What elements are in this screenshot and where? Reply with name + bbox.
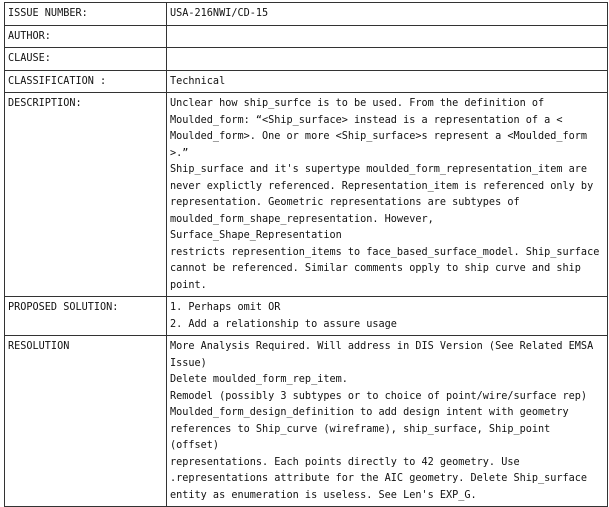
proposed-solution-label: PROPOSED SOLUTION: <box>5 297 167 336</box>
proposed-solution-line: 2. Add a relationship to assure usage <box>170 318 397 330</box>
resolution-line: Moulded_form_design_definition to add design intent with geometry <box>170 407 569 418</box>
author-value <box>167 25 608 48</box>
clause-label: CLAUSE: <box>5 48 167 71</box>
proposed-solution-line: 1. Perhaps omit OR <box>170 302 281 313</box>
resolution-line: Issue) <box>170 357 207 369</box>
classification-row <box>5 70 608 93</box>
resolution-line: representations. Each points directly to 42 geometry. Use <box>170 456 520 468</box>
issue-number-value: USA-216NWI/CD-15 <box>167 3 608 26</box>
resolution-line: Remodel (possibly 3 subtypes or to choice of point/wire/surface rep) <box>170 390 588 402</box>
author-row <box>5 25 608 48</box>
description-line: >.” <box>170 147 189 159</box>
issue-number-row <box>5 3 608 26</box>
description-text <box>167 93 608 297</box>
description-line: Moulded_form: “<Ship_surface> instead is a representation of a < <box>170 114 563 126</box>
resolution-line: .representations attribute for the AIC geometry. Delete Ship_surface <box>170 473 588 484</box>
description-line: Unclear how ship_surfce is to be used. From the definition of <box>170 98 545 109</box>
description-line: Moulded_form>. One or more <Ship_surface>s represent a <Moulded_form <box>170 131 588 142</box>
issue-number-label: ISSUE NUMBER: <box>5 3 167 26</box>
issue-table <box>4 2 608 507</box>
description-line: moulded_form_shape_representation. However, Surface_Shape_Representation <box>170 213 434 241</box>
resolution-line: Delete moulded_form_rep_item. <box>170 374 348 385</box>
clause-value <box>167 48 608 71</box>
description-label: DESCRIPTION: <box>5 93 167 297</box>
classification-value: Technical <box>167 70 608 93</box>
proposed-solution-text <box>167 297 608 336</box>
resolution-line: entity as enumeration is useless. See Len's EXP_G. <box>170 489 477 501</box>
description-row <box>5 93 608 297</box>
description-line: Ship_surface and it's supertype moulded_form_representation_item are <box>170 164 588 175</box>
resolution-line: More Analysis Required. Will address in DIS Version (See Related EMSA <box>170 341 594 352</box>
description-line: point. <box>170 279 207 291</box>
proposed-solution-row <box>5 297 608 336</box>
author-label: AUTHOR: <box>5 25 167 48</box>
description-line: representation. Geometric representations are subtypes of <box>170 197 520 208</box>
resolution-text <box>167 336 608 507</box>
clause-row <box>5 48 608 71</box>
description-line: cannot be referenced. Similar comments opply to ship curve and ship <box>170 263 581 274</box>
resolution-line: references to Ship_curve (wireframe), ship_surface, Ship_point (offset) <box>170 423 551 451</box>
resolution-row <box>5 336 608 507</box>
description-line: never explictly referenced. Representation_item is referenced only by <box>170 180 594 192</box>
description-line: restricts represention_items to face_based_surface_model. Ship_surface <box>170 246 600 258</box>
resolution-label: RESOLUTION <box>5 336 167 507</box>
classification-label: CLASSIFICATION : <box>5 70 167 93</box>
